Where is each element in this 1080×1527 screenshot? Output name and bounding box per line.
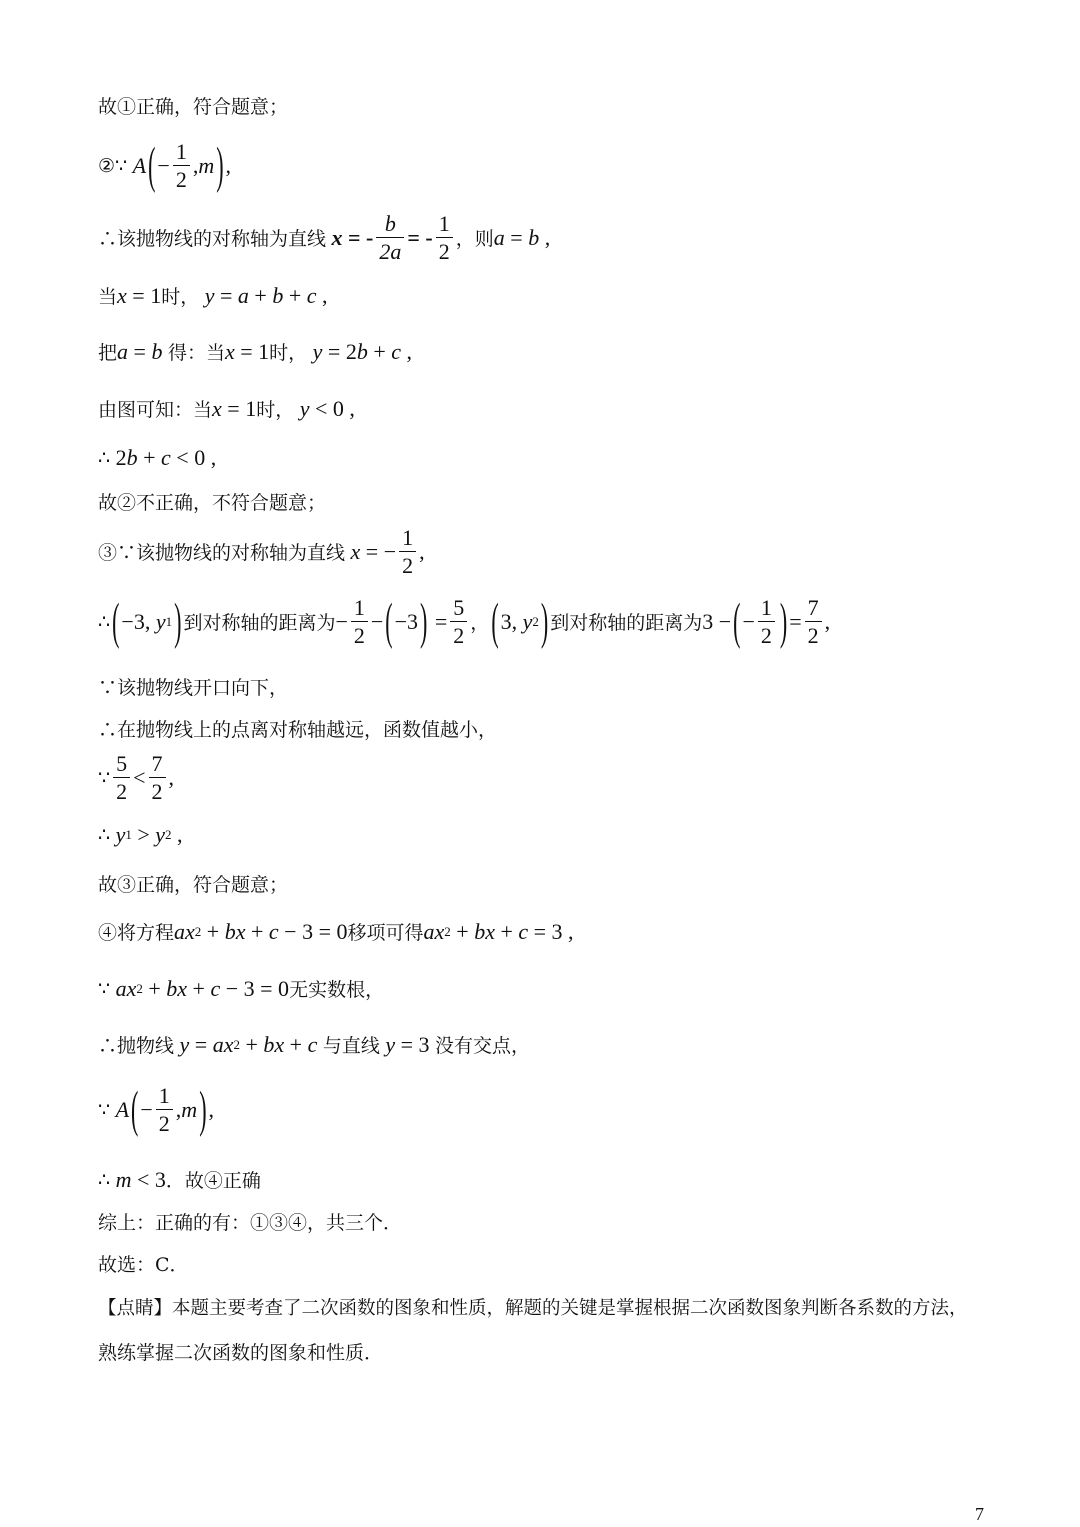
math: x: [117, 282, 127, 308]
line-10-mid2: 到对称轴的距离为: [550, 612, 703, 635]
math: y: [155, 608, 166, 634]
math: b: [272, 282, 284, 308]
left-paren: (: [148, 135, 156, 194]
math: 2: [110, 445, 127, 470]
line-3-prefix: ∴该抛物线的对称轴为直线: [98, 228, 327, 251]
right-paren: ): [540, 591, 549, 650]
math: a: [237, 282, 249, 308]
line-10-mid1: 到对称轴的距离为: [183, 612, 336, 635]
math: x: [326, 224, 343, 250]
math: c: [518, 918, 529, 944]
math: =: [429, 608, 448, 634]
math: 2: [194, 923, 202, 939]
right-paren: ): [420, 591, 428, 650]
fraction: $\frac{1}{2}$: [758, 596, 775, 647]
math: ,: [175, 1096, 182, 1122]
text-line-6: [98, 395, 355, 422]
math: 2: [233, 1036, 240, 1052]
math: c: [307, 1031, 323, 1057]
math: ,: [419, 538, 425, 564]
left-paren: (: [733, 591, 741, 650]
math: bx: [224, 918, 246, 944]
math: b: [151, 338, 168, 364]
right-paren: ): [174, 591, 182, 650]
math: +: [245, 918, 269, 944]
math: =: [189, 1031, 213, 1057]
math: < 0 ,: [309, 395, 355, 421]
math: y: [155, 822, 166, 847]
math: 1: [165, 613, 173, 629]
right-paren: ): [199, 1079, 207, 1138]
math: −3,: [121, 608, 156, 634]
fraction: $\frac{1}{2}$: [399, 526, 416, 577]
text-line-20: [98, 1166, 261, 1193]
text-line-13: [98, 752, 174, 803]
text-line-18: [98, 1031, 530, 1058]
line-24-text: 熟练掌握二次函数的图象和性质．: [98, 1342, 384, 1364]
math: < 0 ,: [170, 445, 217, 470]
left-paren: (: [112, 591, 120, 650]
fraction: $\frac{1}{2}$: [436, 212, 453, 263]
math: −: [335, 608, 348, 634]
line-17-suffix: 无实数根，: [289, 979, 385, 1001]
text-line-15: [98, 870, 288, 897]
math-point-a: A: [127, 152, 147, 178]
math: y: [110, 822, 126, 847]
math: =: [214, 282, 238, 308]
math: 2: [165, 827, 172, 842]
math: ,: [168, 764, 175, 790]
math: y: [174, 1031, 190, 1057]
math: 1: [125, 827, 132, 842]
math: +: [142, 975, 167, 1001]
text-line-11: [98, 673, 288, 700]
math-point-a: A: [110, 1096, 130, 1122]
math: −: [157, 152, 170, 178]
math: ,: [225, 152, 232, 178]
fraction: $\frac{5}{2}$: [113, 752, 130, 803]
line-11-text: ∵该抛物线开口向下，: [98, 677, 289, 699]
math: −: [140, 1096, 153, 1122]
page-number: 7: [975, 1504, 984, 1524]
math: bx: [263, 1031, 285, 1057]
line-23-text: 【点睛】本题主要考查了二次函数的图象和性质，解题的关键是掌握根据二次函数图象判断各系数的方法，: [98, 1298, 968, 1319]
math: x: [212, 395, 222, 421]
text-line-7: [98, 445, 216, 471]
line-5-mid2: 时，: [269, 342, 308, 364]
text-line-23: [98, 1294, 968, 1320]
math: c: [306, 282, 317, 308]
fraction: $\frac{b}{2a}$: [376, 212, 404, 263]
line-5-mid1: 得：当: [167, 342, 225, 364]
line-22-text: 故选：C．: [98, 1254, 189, 1276]
math: = -: [342, 224, 374, 250]
text-line-8: [98, 488, 326, 515]
math: = 1: [221, 395, 257, 421]
math: b: [528, 224, 540, 250]
left-paren: (: [491, 591, 499, 650]
line-6-prefix: 由图可知：当: [98, 399, 213, 421]
line-16-prefix: ④将方程: [98, 922, 175, 944]
math: < 3: [131, 1166, 166, 1192]
math: = 3: [395, 1031, 436, 1057]
text-line-9: [98, 526, 425, 577]
right-paren: ): [216, 135, 224, 194]
line-9-prefix: ③∵该抛物线的对称轴为直线: [98, 542, 346, 565]
math: +: [187, 975, 211, 1001]
math: +: [367, 338, 392, 364]
math: = 3 ,: [528, 918, 574, 944]
math: − 3 = 0: [278, 918, 348, 944]
math: 2: [532, 613, 539, 629]
math: m: [181, 1096, 198, 1122]
math: +: [137, 445, 162, 470]
line-15-text: 故③正确，符合题意；: [98, 874, 289, 896]
math: m: [198, 152, 215, 178]
math: b: [126, 445, 138, 470]
math: ax: [174, 918, 195, 944]
math: >: [131, 822, 156, 847]
math: ,: [401, 338, 413, 364]
math: <: [133, 764, 146, 790]
math: y: [379, 1031, 396, 1057]
line-8-text: 故②不正确，不符合题意；: [98, 492, 327, 514]
text-line-4: [98, 282, 328, 309]
line-21-text: 综上：正确的有：①③④，共三个．: [98, 1212, 403, 1234]
math: x: [224, 338, 235, 364]
text-line-12: [98, 715, 497, 742]
math: = 1: [126, 282, 162, 308]
line-7-prefix: ∴: [98, 447, 111, 469]
text-line-22: [98, 1250, 189, 1277]
math: c: [161, 445, 171, 470]
line-4-mid: 时，: [161, 286, 200, 308]
line-6-mid: 时，: [256, 399, 295, 421]
math: y: [294, 395, 310, 421]
math: a: [117, 338, 129, 364]
math: +: [450, 918, 475, 944]
math: ,: [171, 822, 183, 847]
math: +: [283, 282, 307, 308]
text-line-3: [98, 212, 550, 263]
math: y: [307, 338, 323, 364]
math: 2: [444, 923, 451, 939]
line-1-text: 故①正确，符合题意；: [98, 96, 289, 118]
line-13-prefix: ∵: [98, 766, 111, 789]
text-line-17: [98, 975, 384, 1002]
math: 2: [136, 980, 143, 996]
math: +: [201, 918, 225, 944]
comma: ，: [470, 612, 490, 635]
math: ,: [824, 608, 831, 634]
right-paren: ): [779, 591, 788, 650]
math: = 1: [234, 338, 270, 364]
fraction: $\frac{7}{2}$: [149, 752, 166, 803]
line-3-mid: ，则: [455, 228, 494, 251]
text-line-21: [98, 1208, 402, 1235]
line-10-prefix: ∴: [98, 610, 111, 633]
math: bx: [474, 918, 495, 944]
fraction: $\frac{5}{2}$: [450, 596, 467, 647]
math: m: [110, 1166, 132, 1192]
fraction: $\frac{1}{2}$: [351, 596, 368, 647]
math: ,: [192, 152, 199, 178]
line-20-prefix: ∴: [98, 1168, 111, 1191]
math: ,: [316, 282, 328, 308]
math: bx: [166, 975, 188, 1001]
math: c: [391, 338, 402, 364]
math: ,: [208, 1096, 215, 1122]
line-18-mid: 与直线: [322, 1035, 380, 1057]
math: =: [504, 224, 529, 250]
math: y: [522, 608, 533, 634]
line-17-prefix: ∵: [98, 977, 111, 1000]
fraction: $\frac{7}{2}$: [805, 596, 822, 647]
math: b: [356, 338, 368, 364]
text-line-2: [98, 135, 232, 194]
math: = 2: [322, 338, 357, 364]
line-18-prefix: ∴抛物线: [98, 1035, 175, 1057]
math: a: [493, 224, 505, 250]
line-14-prefix: ∴: [98, 824, 111, 846]
math: +: [494, 918, 519, 944]
text-line-16: [98, 918, 574, 945]
math: c: [210, 975, 221, 1001]
line-20-suffix: ．故④正确: [165, 1170, 261, 1192]
math: = -: [407, 224, 433, 250]
text-line-5: [98, 338, 412, 365]
math: x: [345, 538, 361, 564]
math: =: [789, 608, 802, 634]
text-line-1: [98, 92, 288, 119]
text-line-24: [98, 1338, 383, 1365]
math: −3: [394, 608, 419, 634]
text-line-19: [98, 1079, 215, 1138]
math: − 3 = 0: [220, 975, 290, 1001]
text-line-14: [98, 822, 183, 848]
math: +: [239, 1031, 264, 1057]
fraction: $\frac{1}{2}$: [173, 140, 190, 191]
math: = −: [360, 538, 397, 564]
math: ax: [212, 1031, 234, 1057]
math: =: [128, 338, 152, 364]
line-4-prefix: 当: [98, 286, 118, 308]
line-19-prefix: ∵: [98, 1098, 111, 1121]
math: ax: [423, 918, 445, 944]
math: ,: [539, 224, 551, 250]
math: c: [268, 918, 279, 944]
math: ax: [110, 975, 137, 1001]
math: 3 −: [702, 608, 732, 634]
line-12-text: ∴在抛物线上的点离对称轴越远，函数值越小，: [98, 719, 498, 741]
line-5-prefix: 把: [98, 342, 118, 364]
line-18-suffix: 没有交点，: [435, 1035, 531, 1057]
math: +: [284, 1031, 308, 1057]
line-2-prefix: ②∵: [98, 154, 128, 177]
line-16-mid: 移项可得: [347, 922, 424, 944]
left-paren: (: [131, 1079, 139, 1138]
fraction: $\frac{1}{2}$: [156, 1084, 173, 1135]
left-paren: (: [385, 591, 393, 650]
math: −: [742, 608, 755, 634]
math: y: [199, 282, 215, 308]
math: 3,: [500, 608, 523, 634]
math: −: [370, 608, 384, 634]
math: +: [248, 282, 273, 308]
text-line-10: [98, 591, 831, 650]
